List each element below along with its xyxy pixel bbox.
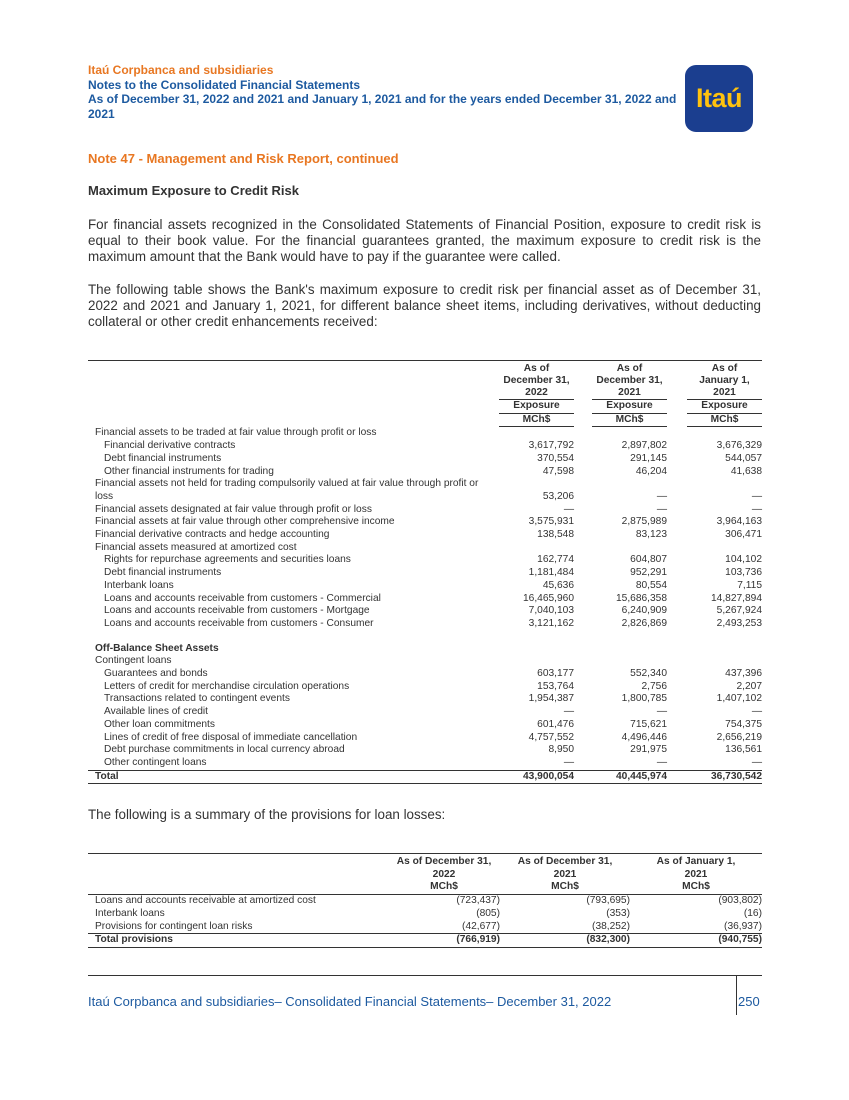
col-header-dec-2022: As of December 31, 2022 — [503, 363, 570, 398]
table-row: Rights for repurchase agreements and securities loans 162,774 604,807 104,102 — [104, 554, 762, 566]
exposure-subheader-row — [88, 400, 762, 414]
table-row: Financial assets measured at amortized cost — [95, 541, 297, 553]
table-row: Financial derivative contracts 3,617,792 2,897,802 3,676,329 — [104, 440, 762, 452]
document-header — [88, 63, 688, 121]
exposure-label: Exposure — [592, 400, 667, 414]
table-row: Debt purchase commitments in local currency abroad 8,950 291,975 136,561 — [104, 744, 762, 756]
provisions-table — [88, 853, 762, 948]
table-row: Other loan commitments 601,476 715,621 754,375 — [104, 718, 762, 730]
table-row: Lines of credit of free disposal of immediate cancellation 4,757,552 4,496,446 2,656,219 — [104, 731, 762, 743]
footer-divider — [88, 975, 762, 976]
itau-logo — [685, 65, 753, 132]
col-header-jan-2021: As of January 1, 2021 — [656, 856, 736, 880]
page-number: 250 — [738, 994, 760, 1009]
col-header-dec-2022: As of December 31, 2022 — [396, 856, 492, 880]
table-row: Contingent loans — [95, 655, 172, 667]
col-header-dec-2021: As of December 31, 2021 — [517, 856, 613, 880]
period-line: As of December 31, 2022 and 2021 and January 1, 2021 and for the years ended December 31, 2022 and 2021 — [88, 92, 677, 121]
table-row: Debt financial instruments 370,554 291,145 544,057 — [104, 452, 762, 464]
logo-text: Itaú — [695, 83, 742, 113]
exposure-label: Exposure — [499, 400, 574, 414]
table-row: Loans and accounts receivable at amortized cost (723,437) (793,695) (903,802) — [95, 895, 762, 907]
spacer-row — [88, 631, 762, 643]
col-header-dec-2021: As of December 31, 2021 — [596, 363, 663, 398]
unit-subheader-row — [88, 413, 762, 427]
table-row: Loans and accounts receivable from customers - Consumer 3,121,162 2,826,869 2,493,253 — [104, 617, 762, 629]
paragraph-provisions-intro: The following is a summary of the provisions for loan losses: — [88, 807, 446, 822]
table-row: Interbank loans (805) (353) (16) — [95, 907, 762, 919]
unit-subheader-row — [88, 881, 762, 894]
notes-title: Notes to the Consolidated Financial Statements — [88, 77, 361, 92]
paragraph-credit-risk: For financial assets recognized in the Consolidated Statements of Financial Position, exposure to credit risk is equal to their book value. For the financial guarantees granted, the maximum exposure to credit risk is the maximum amount that the Bank would have to pay if the guarantee were called. — [88, 217, 761, 264]
table-row: Financial derivative contracts and hedge accounting 138,548 83,123 306,471 — [95, 529, 762, 541]
footer-text: Itaú Corpbanca and subsidiaries– Consolidated Financial Statements– December 31, 2022 — [88, 994, 612, 1009]
total-row: Total 43,900,054 40,445,974 36,730,542 — [88, 770, 762, 784]
table-row: Financial assets to be traded at fair value through profit or loss — [95, 427, 377, 439]
table-row: Loans and accounts receivable from customers - Commercial 16,465,960 15,686,358 14,827,894 — [104, 592, 762, 604]
table-header-row — [88, 854, 762, 882]
exposure-label: Exposure — [687, 400, 762, 414]
table-row: Other contingent loans — — — — [104, 756, 762, 768]
table-row: Financial assets not held for trading compulsorily valued at fair value through profit or loss 53,206 — — — [95, 478, 762, 502]
exposure-table — [88, 360, 762, 784]
table-row: Financial assets designated at fair value through profit or loss — — — — [95, 503, 762, 515]
table-row: Other financial instruments for trading 47,598 46,204 41,638 — [104, 465, 762, 477]
unit-label: MCh$ — [499, 413, 574, 427]
table-row: Letters of credit for merchandise circulation operations 153,764 2,756 2,207 — [104, 680, 762, 692]
off-balance-heading: Off-Balance Sheet Assets — [95, 642, 219, 654]
company-name: Itaú Corpbanca and subsidiaries — [88, 63, 274, 77]
section-title: Maximum Exposure to Credit Risk — [88, 183, 299, 198]
table-row: Financial assets at fair value through other comprehensive income 3,575,931 2,875,989 3,964,163 — [95, 516, 762, 528]
total-provisions-row: Total provisions (766,919) (832,300) (940,755) — [88, 934, 762, 948]
unit-label: MCh$ — [687, 413, 762, 427]
note-title: Note 47 - Management and Risk Report, continued — [88, 151, 399, 166]
table-row: Guarantees and bonds 603,177 552,340 437,396 — [104, 668, 762, 680]
unit-label: MCh$ — [388, 881, 500, 894]
table-row: Provisions for contingent loan risks (42,677) (38,252) (36,937) — [88, 921, 762, 934]
col-header-jan-2021: As of January 1, 2021 — [699, 363, 750, 398]
table-header-row — [88, 361, 762, 400]
unit-label: MCh$ — [500, 881, 630, 894]
table-row: Transactions related to contingent events 1,954,387 1,800,785 1,407,102 — [104, 693, 762, 705]
table-row: Available lines of credit — — — — [104, 706, 762, 718]
table-row: Loans and accounts receivable from customers - Mortgage 7,040,103 6,240,909 5,267,924 — [104, 605, 762, 617]
paragraph-table-intro: The following table shows the Bank's maximum exposure to credit risk per financial asset as of December 31, 2022 and 2021 and January 1, 2021, for different balance sheet items, including derivatives, without deducting collateral or other credit enhancements received: — [88, 282, 761, 329]
footer-page-divider — [736, 976, 737, 1015]
table-row: Interbank loans 45,636 80,554 7,115 — [104, 579, 762, 591]
section-heading-row — [88, 643, 762, 656]
unit-label: MCh$ — [592, 413, 667, 427]
unit-label: MCh$ — [630, 881, 762, 894]
table-row: Debt financial instruments 1,181,484 952,291 103,736 — [104, 567, 762, 579]
